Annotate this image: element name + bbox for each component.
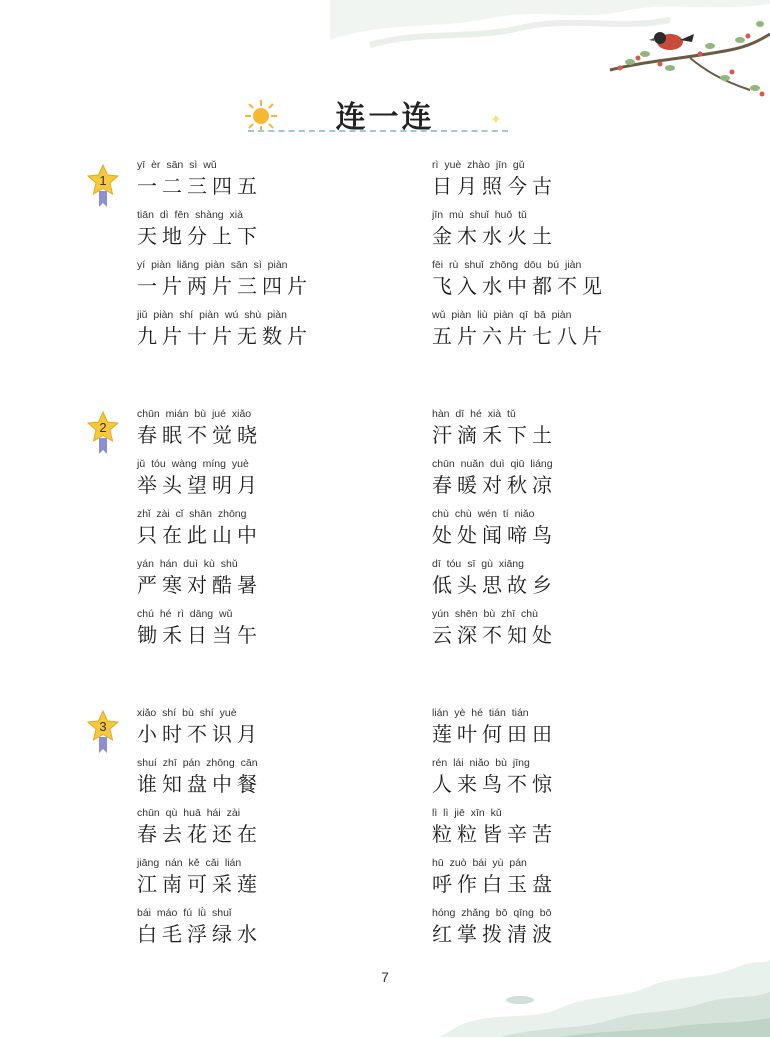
pinyin: shuí zhī pán zhōng cān — [137, 757, 258, 769]
right-item — [432, 755, 557, 797]
pinyin: chūn mián bù jué xiǎo — [137, 408, 252, 420]
hanzi: 举头望明月 — [137, 473, 262, 497]
left-item — [137, 855, 262, 897]
pinyin: rén lái niǎo bù jīng — [432, 757, 530, 769]
right-item — [432, 406, 557, 448]
pinyin: hàn dī hé xià tǔ — [432, 408, 516, 420]
left-item — [137, 406, 262, 448]
pinyin: jīn mù shuǐ huǒ tǔ — [432, 209, 527, 221]
right-item — [432, 257, 607, 299]
hanzi: 天地分上下 — [137, 224, 262, 248]
left-item — [137, 705, 262, 747]
hanzi: 一二三四五 — [137, 174, 262, 198]
hanzi: 汗滴禾下土 — [432, 423, 557, 447]
hanzi: 低头思故乡 — [432, 573, 557, 597]
left-item — [137, 606, 262, 648]
hanzi: 小时不识月 — [137, 722, 262, 746]
hanzi: 严寒对酷暑 — [137, 573, 262, 597]
hanzi: 粒粒皆辛苦 — [432, 822, 557, 846]
pinyin: bái máo fú lǜ shuǐ — [137, 907, 232, 919]
right-item — [432, 855, 557, 897]
pinyin: hóng zhǎng bō qīng bō — [432, 907, 552, 919]
hanzi: 只在此山中 — [137, 523, 262, 547]
pinyin: jiǔ piàn shí piàn wú shù piàn — [137, 309, 287, 321]
right-item — [432, 805, 557, 847]
pinyin: wǔ piàn liù piàn qī bā piàn — [432, 309, 572, 321]
pinyin: tiān dì fēn shàng xià — [137, 209, 243, 221]
left-item — [137, 257, 312, 299]
right-item — [432, 705, 557, 747]
title-underline — [248, 130, 508, 132]
hanzi: 呼作白玉盘 — [432, 872, 557, 896]
left-item — [137, 307, 312, 349]
left-item — [137, 207, 262, 249]
page-number: 7 — [381, 969, 389, 985]
hanzi: 日月照今古 — [432, 174, 557, 198]
hanzi: 白毛浮绿水 — [137, 922, 262, 946]
hanzi: 五片六片七八片 — [432, 324, 607, 348]
pinyin: rì yuè zhào jīn gǔ — [432, 159, 525, 171]
left-item — [137, 456, 262, 498]
hanzi: 春暖对秋凉 — [432, 473, 557, 497]
hanzi: 飞入水中都不见 — [432, 274, 607, 298]
pinyin: dī tóu sī gù xiāng — [432, 558, 524, 570]
pinyin: lián yè hé tián tián — [432, 707, 529, 719]
left-item — [137, 905, 262, 947]
hanzi: 一片两片三四片 — [137, 274, 312, 298]
hanzi: 九片十片无数片 — [137, 324, 312, 348]
section-number-badge — [86, 709, 126, 755]
section-number: 1 — [99, 173, 107, 188]
left-item — [137, 805, 262, 847]
hanzi: 红掌拨清波 — [432, 922, 557, 946]
hanzi: 春眠不觉晓 — [137, 423, 262, 447]
left-item — [137, 157, 262, 199]
right-item — [432, 307, 607, 349]
right-item — [432, 207, 557, 249]
pinyin: xiǎo shí bù shí yuè — [137, 707, 237, 719]
right-item — [432, 556, 557, 598]
left-item — [137, 556, 262, 598]
left-item — [137, 755, 262, 797]
pinyin: lì lì jiē xīn kǔ — [432, 807, 502, 819]
pinyin: yī èr sān sì wǔ — [137, 159, 217, 171]
left-item — [137, 506, 262, 548]
section-number-badge — [86, 410, 126, 456]
section-number: 2 — [99, 420, 107, 435]
section-number: 3 — [99, 719, 107, 734]
hanzi: 云深不知处 — [432, 623, 557, 647]
right-item — [432, 506, 557, 548]
hanzi: 春去花还在 — [137, 822, 262, 846]
pinyin: hū zuò bái yù pán — [432, 857, 527, 869]
section-number-badge — [86, 163, 126, 209]
right-item — [432, 157, 557, 199]
hanzi: 谁知盘中餐 — [137, 772, 262, 796]
hanzi: 江南可采莲 — [137, 872, 262, 896]
pinyin: chù chù wén tí niǎo — [432, 508, 535, 520]
pinyin: yán hán duì kù shǔ — [137, 558, 238, 570]
ink-mountains-bottom-illustration — [440, 930, 770, 1037]
hanzi: 人来鸟不惊 — [432, 772, 557, 796]
pinyin: chūn nuǎn duì qiū liáng — [432, 458, 553, 470]
pinyin: chūn qù huā hái zài — [137, 807, 241, 819]
pinyin: chú hé rì dāng wǔ — [137, 608, 233, 620]
right-item — [432, 456, 557, 498]
pinyin: zhǐ zài cǐ shān zhōng — [137, 508, 247, 520]
hanzi: 锄禾日当午 — [137, 623, 262, 647]
pinyin: jiāng nán kě cǎi lián — [137, 857, 242, 869]
sparkle-icon: ✦ — [490, 112, 502, 128]
hanzi: 处处闻啼鸟 — [432, 523, 557, 547]
hanzi: 莲叶何田田 — [432, 722, 557, 746]
page-title: 连一连 — [335, 100, 435, 135]
pinyin: yí piàn liǎng piàn sān sì piàn — [137, 259, 288, 271]
right-item — [432, 606, 557, 648]
pinyin: fēi rù shuǐ zhōng dōu bú jiàn — [432, 259, 582, 271]
pinyin: yún shēn bù zhī chù — [432, 608, 538, 620]
hanzi: 金木水火土 — [432, 224, 557, 248]
pinyin: jǔ tóu wàng míng yuè — [137, 458, 249, 470]
